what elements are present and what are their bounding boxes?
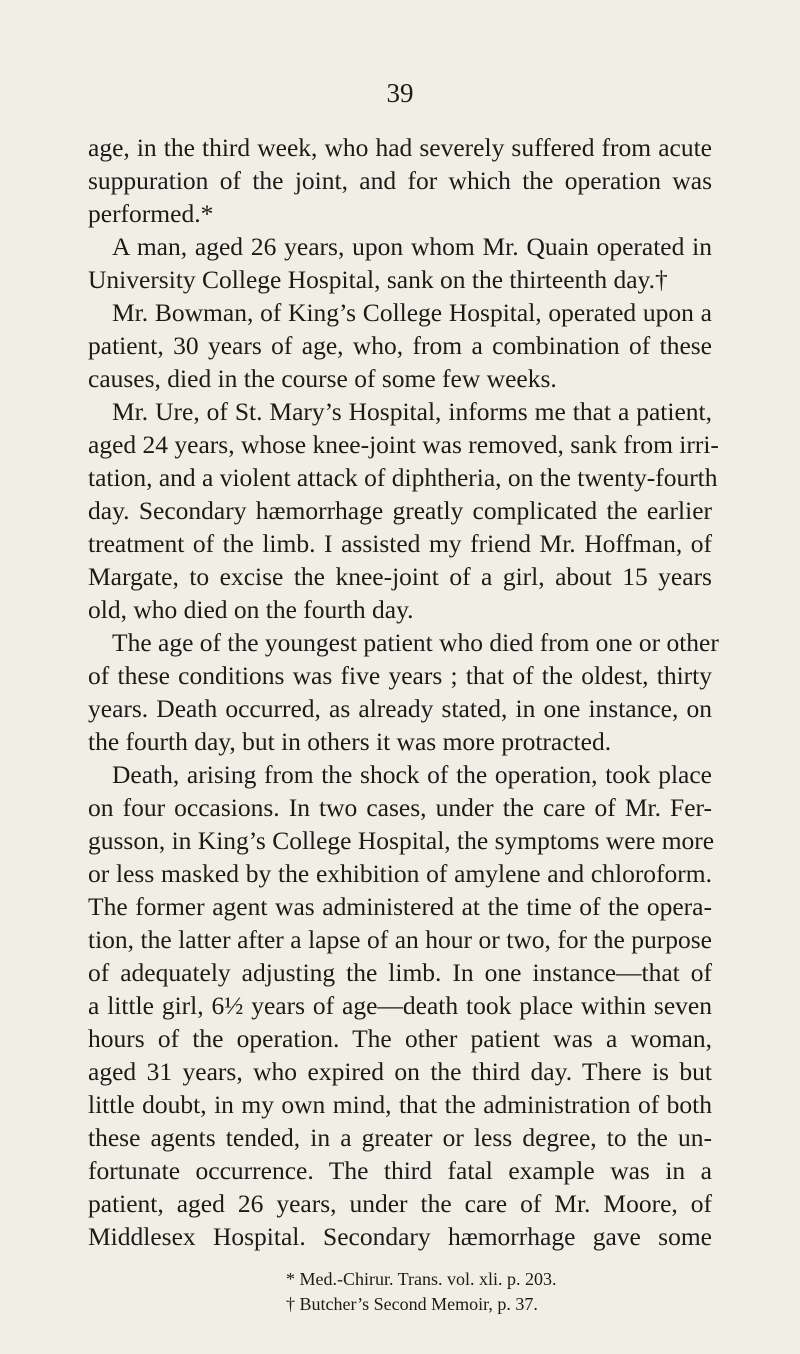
text-line: Mr. Ure, of St. Mary’s Hospital, informs me that a patient, (112, 397, 712, 426)
text-line: tion, the latter after a lapse of an hour or two, for the purpose (88, 925, 712, 954)
text-line: The former agent was administered at the time of the opera- (88, 892, 712, 921)
text-line: performed.* (88, 199, 214, 228)
text-line: fortunate occurrence. The third fatal example was in a (88, 1156, 712, 1185)
text-line: little doubt, in my own mind, that the administration of both (88, 1090, 712, 1119)
text-line: the fourth day, but in others it was more protracted. (88, 727, 612, 756)
text-line: years. Death occurred, as already stated, in one instance, on (88, 694, 712, 723)
text-line: age, in the third week, who had severely suffered from acute (88, 133, 712, 162)
text-line: tation, and a violent attack of diphtheria, on the twenty-fourth (88, 463, 718, 492)
text-line: Margate, to excise the knee-joint of a girl, about 15 years (88, 562, 712, 591)
text-line: hours of the operation. The other patient was a woman, (88, 1024, 712, 1053)
text-line: patient, 30 years of age, who, from a combination of these (88, 331, 712, 360)
text-line: on four occasions. In two cases, under the care of Mr. Fer- (88, 793, 712, 822)
text-line: gusson, in King’s College Hospital, the symptoms were more (88, 826, 715, 855)
text-line: old, who died on the fourth day. (88, 595, 414, 624)
page-number: 39 (386, 78, 414, 108)
text-line: Death, arising from the shock of the operation, took place (112, 760, 712, 789)
text-line: A man, aged 26 years, upon whom Mr. Quain operated in (112, 232, 712, 261)
text-line: or less masked by the exhibition of amylene and chloroform. (88, 859, 712, 888)
text-line: suppuration of the joint, and for which the operation was (88, 166, 712, 195)
text-line: University College Hospital, sank on the thirteenth day.† (88, 265, 668, 294)
footnote: † Butcher’s Second Memoir, p. 37. (286, 1294, 538, 1314)
text-line: these agents tended, in a greater or less degree, to the un- (88, 1123, 712, 1152)
text-line: The age of the youngest patient who died from one or other (112, 628, 719, 657)
text-line: aged 31 years, who expired on the third day. There is but (88, 1057, 712, 1086)
text-line: a little girl, 6½ years of age—death took place within seven (88, 991, 712, 1020)
text-line: aged 24 years, whose knee-joint was removed, sank from irri- (88, 430, 719, 459)
footnote: * Med.-Chirur. Trans. vol. xli. p. 203. (286, 1269, 557, 1289)
text-line: of these conditions was five years ; that of the oldest, thirty (88, 661, 712, 690)
text-line: Mr. Bowman, of King’s College Hospital, operated upon a (112, 298, 712, 327)
text-line: treatment of the limb. I assisted my friend Mr. Hoffman, of (88, 529, 712, 558)
text-line: patient, aged 26 years, under the care of Mr. Moore, of (88, 1189, 712, 1218)
text-line: of adequately adjusting the limb. In one instance—that of (88, 958, 712, 987)
text-line: day. Secondary hæmorrhage greatly complicated the earlier (88, 496, 712, 525)
text-line: Middlesex Hospital. Secondary hæmorrhage gave some (88, 1222, 712, 1251)
text-line: causes, died in the course of some few weeks. (88, 364, 557, 393)
